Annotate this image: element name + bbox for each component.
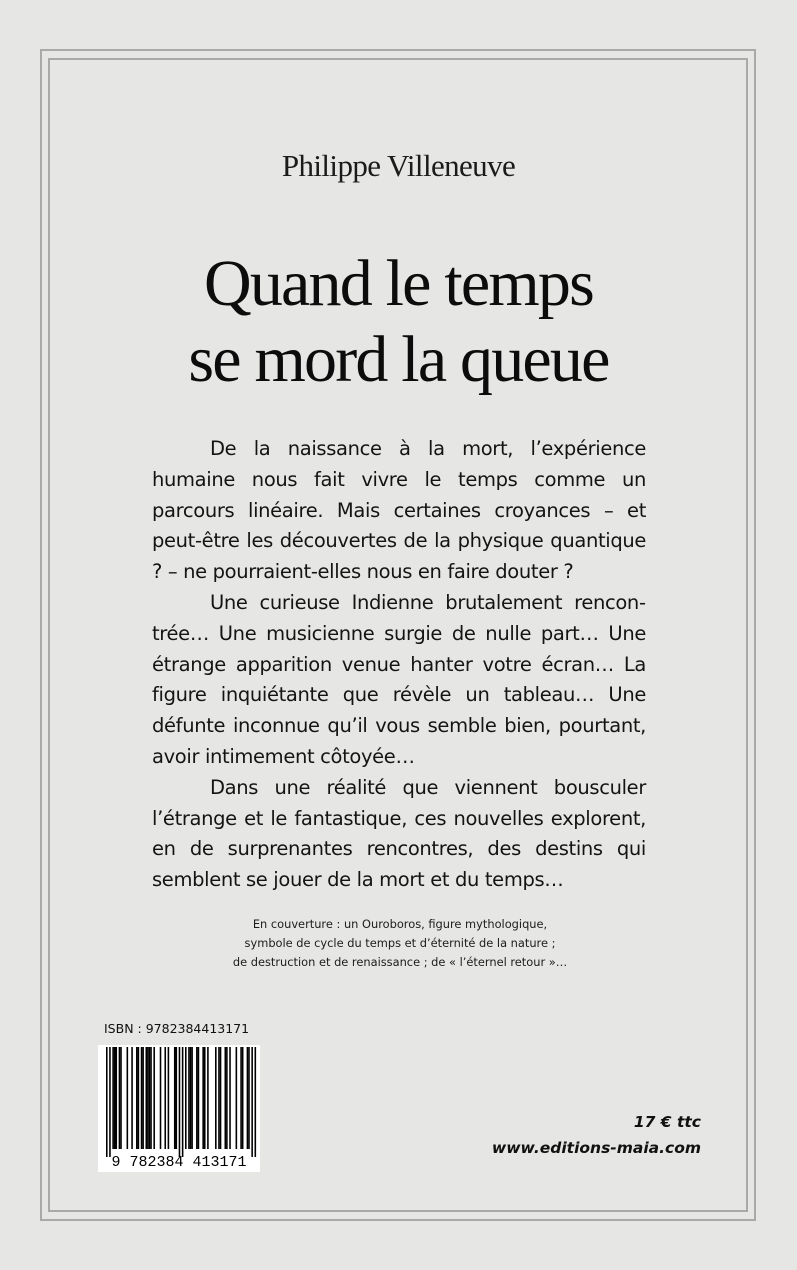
- barcode-bar: [160, 1047, 162, 1149]
- barcode-bar: [176, 1047, 178, 1149]
- publisher-website: www.editions-maia.com: [491, 1139, 701, 1157]
- barcode-bar: [149, 1047, 151, 1149]
- barcode-bar: [131, 1047, 133, 1149]
- barcode-bar: [109, 1047, 111, 1157]
- barcode-bar: [202, 1047, 204, 1149]
- barcode-bar: [251, 1047, 253, 1157]
- barcode-bar: [120, 1047, 122, 1149]
- barcode-bar: [242, 1047, 244, 1149]
- title-line-2: se mord la queue: [188, 323, 609, 396]
- barcode-bar: [225, 1047, 227, 1149]
- barcode-bar: [106, 1047, 108, 1157]
- barcode-bar: [185, 1047, 187, 1149]
- barcode-bar: [146, 1047, 148, 1149]
- barcode-bar: [127, 1047, 129, 1149]
- caption-line-3: de destruction et de renaissance ; de « l’éternel retour »…: [232, 955, 568, 969]
- barcode-bar: [236, 1047, 238, 1149]
- barcode-bar: [229, 1047, 231, 1149]
- cover-caption: [140, 915, 660, 972]
- barcode-bar: [182, 1047, 184, 1157]
- barcode-bar: [153, 1047, 155, 1149]
- barcode-bar: [196, 1047, 198, 1149]
- barcode-bar: [114, 1047, 116, 1149]
- barcode-bar: [198, 1047, 200, 1149]
- barcode-bar: [168, 1047, 170, 1149]
- barcode-bar: [220, 1047, 222, 1149]
- isbn-label: ISBN : 9782384413171: [104, 1021, 250, 1036]
- barcode-bar: [112, 1047, 114, 1149]
- barcode-bar: [215, 1047, 217, 1149]
- barcode-bar: [255, 1047, 257, 1157]
- caption-line-2: symbole de cycle du temps et d’éternité de la nature ;: [244, 936, 556, 950]
- blurb-paragraph-3: Dans une réalité que viennent bousculer l’étrange et le fantastique, ces nouvelles explorent, en de surprenantes rencontres, des destins qui semblent se jouer de la mort et du temps…: [152, 775, 646, 892]
- barcode-bar: [115, 1047, 117, 1149]
- barcode-bar: [179, 1047, 181, 1157]
- barcode-bar: [174, 1047, 176, 1149]
- barcode-bar: [188, 1047, 190, 1149]
- barcode-bar: [191, 1047, 193, 1149]
- barcode-bar: [119, 1047, 121, 1149]
- book-title: [0, 246, 797, 398]
- blurb-paragraph-2: Une curieuse Indienne brutalement rencontrée… Une musicienne surgie de nulle part… Une étrange apparition venue hanter votre écran… La figure inquiétante que révèle un tableau… Une défunte inconnue qu’il vous semble bien, pourtant, avoir intimement côtoyée…: [152, 590, 646, 768]
- barcode-bar: [204, 1047, 206, 1149]
- back-cover-blurb: [152, 434, 646, 896]
- barcode-bar: [138, 1047, 140, 1149]
- barcode-bar: [142, 1047, 144, 1149]
- barcode-bar: [240, 1047, 242, 1149]
- barcode-bar: [218, 1047, 220, 1149]
- barcode-number: 9 782384 413171: [111, 1154, 247, 1171]
- barcode-bar: [207, 1047, 209, 1149]
- title-line-1: Quand le temps: [203, 247, 594, 320]
- barcode-graphic: [98, 1045, 260, 1172]
- author-name: Philippe Villeneuve: [281, 148, 516, 183]
- barcode: [98, 1045, 260, 1172]
- barcode-bar: [136, 1047, 138, 1149]
- barcode-bar: [190, 1047, 192, 1149]
- caption-line-1: En couverture : un Ouroboros, figure mythologique,: [252, 917, 548, 931]
- price: 17 € ttc: [633, 1113, 701, 1131]
- barcode-bar: [141, 1047, 143, 1149]
- barcode-bar: [147, 1047, 149, 1149]
- barcode-bar: [248, 1047, 250, 1149]
- barcode-bar: [164, 1047, 166, 1149]
- barcode-bar: [150, 1047, 152, 1149]
- blurb-paragraph-1: De la naissance à la mort, l’expérience humaine nous fait vivre le temps comme un parcours linéaire. Mais certaines croyances – et peut-être les découvertes de la physique quantique ? – ne pourraient-elles nous en faire douter ?: [152, 437, 646, 584]
- barcode-bar: [247, 1047, 249, 1149]
- barcode-bar: [226, 1047, 228, 1149]
